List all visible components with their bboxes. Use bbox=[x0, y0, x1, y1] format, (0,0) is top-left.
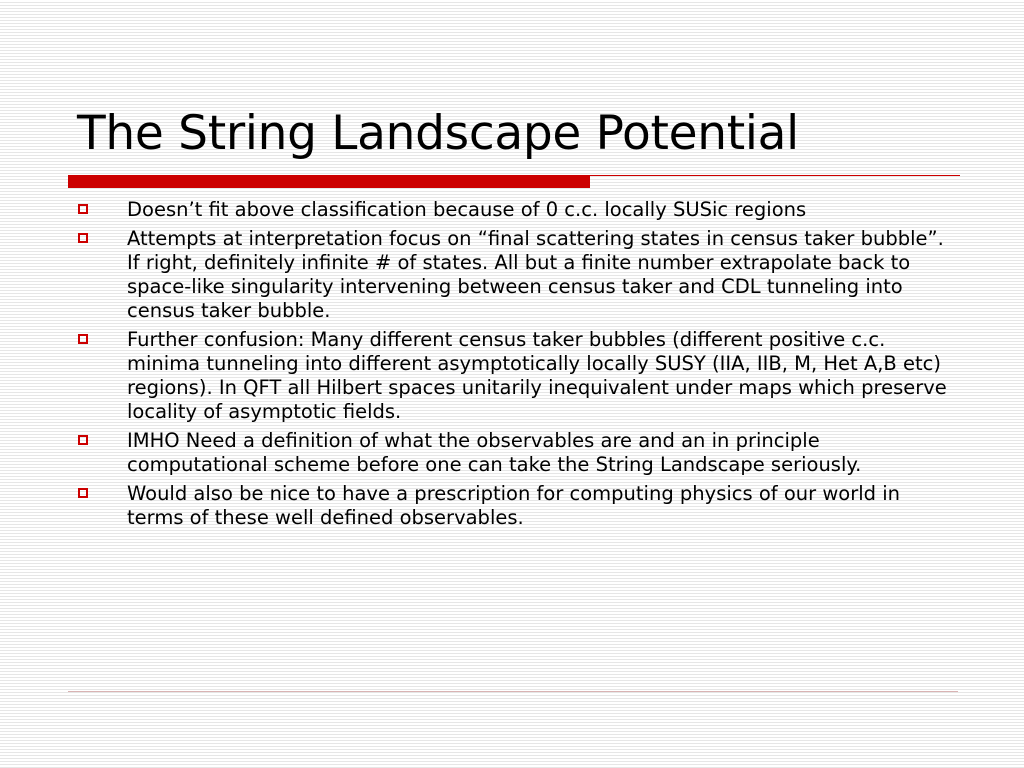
title-underline-thick bbox=[68, 175, 590, 188]
bullet-text: Further confusion: Many different census taker bubbles (different positive c.c. minima tunneling into different asymptotically locally SUSY (IIA, IIB, M, Het A,B etc) regions). In QFT all Hilbert spaces unitarily inequivalent under maps which preserve locality of asymptotic fields. bbox=[127, 328, 947, 423]
footer-rule bbox=[68, 691, 958, 692]
title-underline-thin bbox=[590, 175, 960, 176]
bullet-item bbox=[77, 328, 957, 424]
hollow-square-bullet-icon bbox=[78, 334, 88, 344]
bullet-item bbox=[77, 227, 957, 323]
bullet-item bbox=[77, 482, 957, 530]
hollow-square-bullet-icon bbox=[78, 204, 88, 214]
slide-title: The String Landscape Potential bbox=[77, 106, 799, 161]
bullet-text: Attempts at interpretation focus on “final scattering states in census taker bubble”. If right, definitely infinite # of states. All but a finite number extrapolate back to space-like singularity intervening between census taker and CDL tunneling into census taker bubble. bbox=[127, 227, 944, 322]
bullet-item bbox=[77, 198, 957, 222]
bullet-text: Would also be nice to have a prescription for computing physics of our world in terms of these well defined observables. bbox=[127, 482, 901, 529]
bullet-text: IMHO Need a definition of what the observables are and an in principle computational scheme before one can take the String Landscape seriously. bbox=[127, 429, 862, 476]
bullet-text: Doesn’t fit above classification because of 0 c.c. locally SUSic regions bbox=[127, 198, 807, 221]
hollow-square-bullet-icon bbox=[78, 488, 88, 498]
bullet-list bbox=[77, 198, 957, 535]
hollow-square-bullet-icon bbox=[78, 435, 88, 445]
bullet-item bbox=[77, 429, 957, 477]
hollow-square-bullet-icon bbox=[78, 233, 88, 243]
